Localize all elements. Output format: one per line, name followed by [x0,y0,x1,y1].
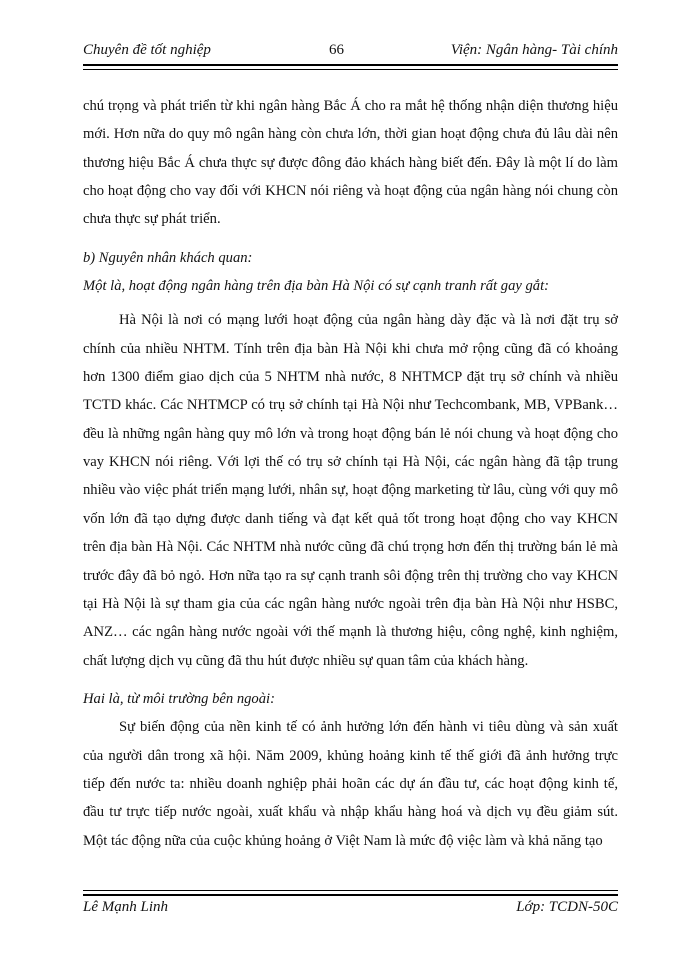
page-footer [83,899,618,921]
header-page-number: 66 [329,42,344,58]
footer-rule-thin [83,890,618,891]
header-rule-thin [83,69,618,70]
subheading-competition: Một là, hoạt động ngân hàng trên địa bàn Hà Nội có sự cạnh tranh rất gay gắt: [83,278,550,295]
footer-author: Lê Mạnh Linh [83,899,169,915]
page-body [83,92,618,855]
page-header [83,42,618,64]
paragraph-hanoi-competition: Hà Nội là nơi có mạng lưới hoạt động của ngân hàng dày đặc và là nơi đặt trụ sở chính của nhiều NHTM. Tính trên địa bàn Hà Nội khi chưa mở rộng cũng đã có khoảng hơn 1300 điểm giao dịch của 5 NHTM nhà nước, 8 NHTMCP đặt trụ sở chính và nhiều TCTD khác. Các NHTMCP có trụ sở chính tại Hà Nội như Techcombank, MB, VPBank… đều là những ngân hàng quy mô lớn và trong hoạt động bán lẻ nói chung và hoạt động cho vay KHCN nói riêng. Với lợi thế có trụ sở chính tại Hà Nội, các ngân hàng đã tập trung nhiều vào việc phát triển mạng lưới, nhân sự, hoạt động marketing từ lâu, cùng với quy mô vốn lớn đã tạo dựng được danh tiếng và đạt kết quả tốt trong hoạt động cho vay KHCN trên địa bàn Hà Nội. Các NHTM nhà nước cũng đã chú trọng hơn đến thị trường bán lẻ mà trước đây đã bỏ ngỏ. Hơn nữa tạo ra sự cạnh tranh sôi động trên thị trường cho vay KHCN tại Hà Nội là sự tham gia của các ngân hàng nước ngoài trên địa bàn Hà Nội như HSBC, ANZ… các ngân hàng nước ngoài với thế mạnh là thương hiệu, công nghệ, kinh nghiệm, chất lượng dịch vụ cũng đã thu hút được nhiều sự quan tâm của khách hàng. [83,312,618,669]
paragraph-continuation: chú trọng và phát triển từ khi ngân hàng Bắc Á cho ra mắt hệ thống nhận diện thương hiệu mới. Hơn nữa do quy mô ngân hàng còn chưa lớn, thời gian hoạt động chưa đủ lâu dài nên thương hiệu Bắc Á chưa thực sự được đông đảo khách hàng biết đến. Đây là một lí do làm cho hoạt động cho vay đối với KHCN nói riêng và hoạt động của ngân hàng nói chung còn chưa thực sự phát triển. [83,98,618,228]
paragraph-economic-crisis: Sự biến động của nền kinh tế có ảnh hưởng lớn đến hành vi tiêu dùng và sản xuất của người dân trong xã hội. Năm 2009, khủng hoảng kinh tế thế giới đã ảnh hưởng trực tiếp đến nước ta: nhiều doanh nghiệp phải hoãn các dự án đầu tư, các hoạt động kinh tế, đầu tư trực tiếp nước ngoài, xuất khẩu và nhập khẩu hàng hoá và dịch vụ đều giảm sút. Một tác động nữa của cuộc khủng hoảng ở Việt Nam là mức độ việc làm và khả năng tạo [83,719,618,849]
header-rule-thick [83,64,618,66]
subheading-external-environment: Hai là, từ môi trường bên ngoài: [83,690,275,707]
footer-rule-thick [83,894,618,896]
section-heading-objective-causes: b) Nguyên nhân khách quan: [83,249,253,266]
header-institute: Viện: Ngân hàng- Tài chính [450,42,618,58]
header-thesis-title: Chuyên đề tốt nghiệp [83,42,211,58]
footer-class: Lớp: TCDN-50C [516,899,618,915]
